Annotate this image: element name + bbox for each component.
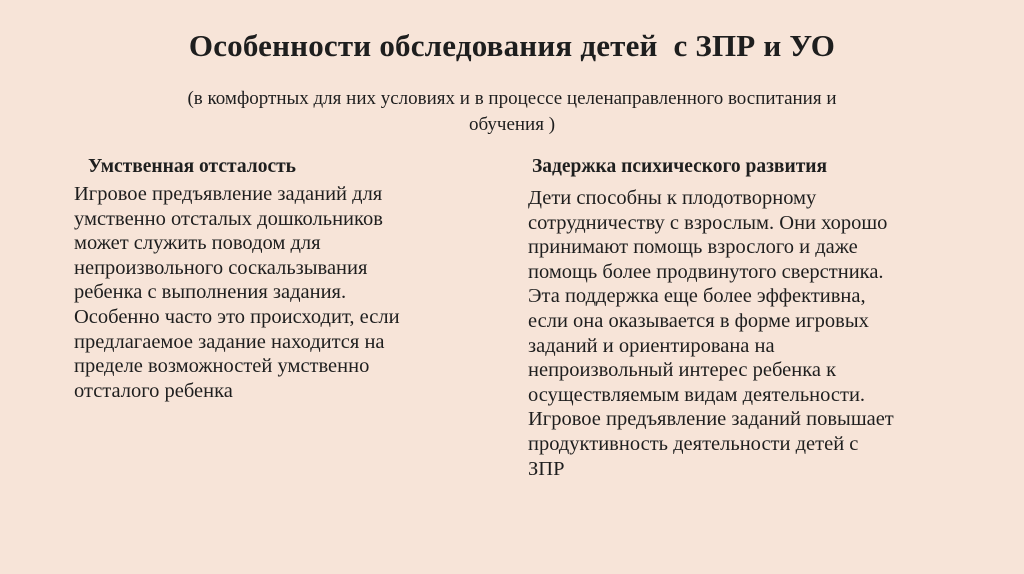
slide-subtitle: (в комфортных для них условиях и в процессе целенаправленного воспитания и обучения ) <box>187 88 837 135</box>
right-column <box>524 154 964 481</box>
left-column-heading: Умственная отсталость <box>88 156 296 177</box>
left-column-body: Игровое предъявление заданий для умственно отсталых дошкольников может служить поводом для непроизвольного соскальзывания ребенка с выполнения задания. Особенно часто это происходит, если предлагаемое задание находится на пределе возможностей умственно отсталого ребенка <box>74 183 400 402</box>
slide-title: Особенности обследования детей с ЗПР и УО <box>188 28 836 63</box>
right-column-body: Дети способны к плодотворному сотрудничеству с взрослым. Они хорошо принимают помощь взрослого и даже помощь более продвинутого сверстника. Эта поддержка еще более эффективна, если она оказывается в форме игровых заданий и ориентирована на непроизвольный интерес ребенка к осуществляемым видам деятельности. Игровое предъявление заданий повышает продуктивность деятельности детей с ЗПР <box>528 187 894 480</box>
right-column-heading: Задержка психического развития <box>532 156 828 177</box>
left-column <box>74 154 474 403</box>
